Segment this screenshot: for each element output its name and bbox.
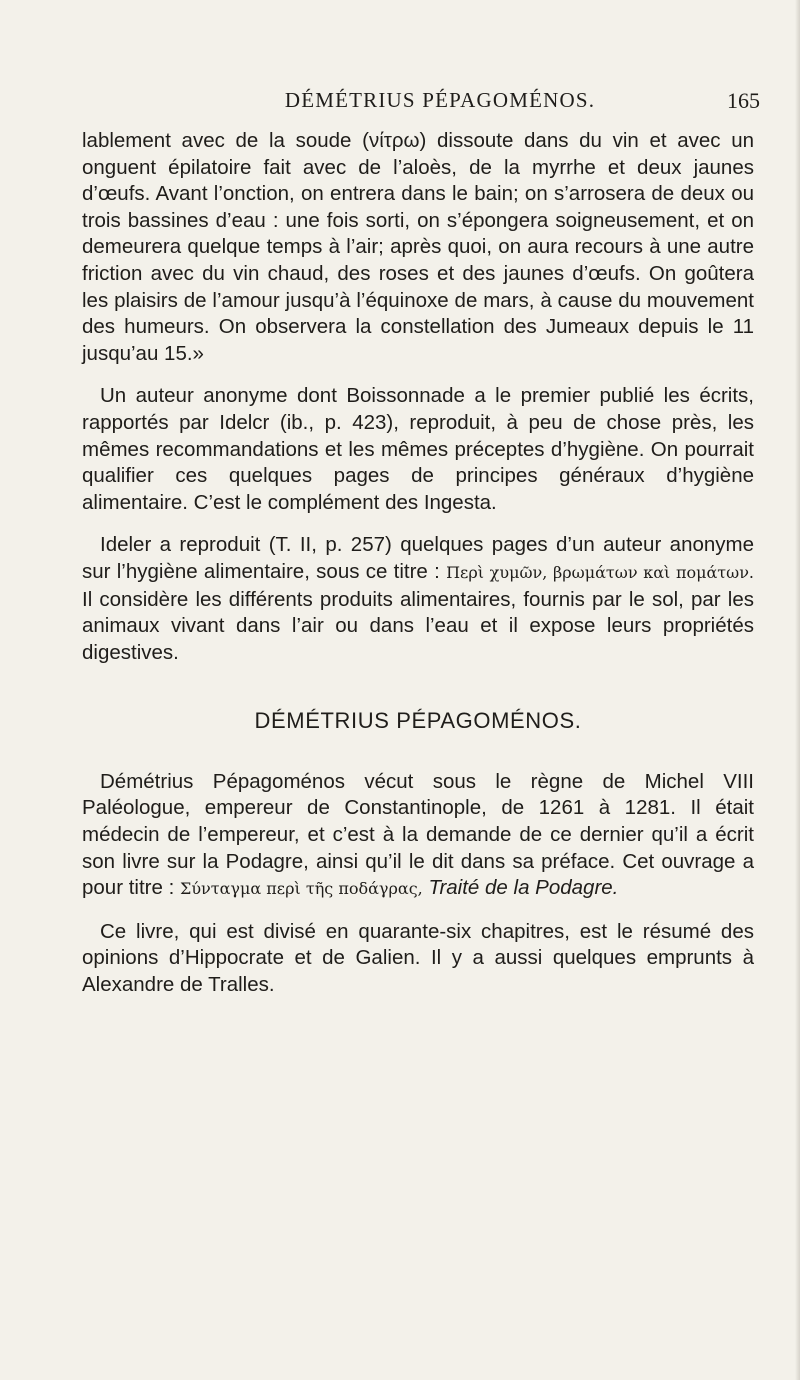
page-number: 165 — [727, 88, 760, 113]
paragraph-demetrius — [82, 769, 754, 903]
paragraph-demetrius-start: Démétrius Pépagoménos vécut sous le règne de Michel VIII Paléologue, empereur de Constantinople, de 1261 à 1281. Il était médecin de l’empereur, et c’est à la demande de ce dernier qu’il a écrit son livre sur la Podagre, ainsi qu’il le dit dans sa préface. Cet ouvrage a pour titre : — [82, 769, 754, 900]
section-heading: DÉMÉTRIUS PÉPAGOMÉNOS. — [254, 708, 582, 734]
paragraph-continuation: lablement avec de la soude (νίτρω) dissoute dans du vin et avec un onguent épilatoire fait avec de l’aloès, de la myrrhe et deux jaunes d’œufs. Avant l’onction, on entrera dans le bain; on s’arrosera de deux ou trois bassines d’eau : une fois sorti, on s’épongera soigneusement, et on demeurera quelque temps à l’air; après quoi, on aura recours à une autre friction avec du vin chaud, des roses et des jaunes d’œufs. On goûtera les plaisirs de l’amour jusqu’à l’équinoxe de mars, à cause du mouvement des humeurs. On observera la constellation des Jumeaux depuis le 11 jusqu’au 15.» — [82, 129, 754, 365]
page-edge-shadow — [795, 0, 800, 1380]
french-treatise-title: Traité de la Podagre. — [428, 876, 619, 900]
greek-title: Περὶ χυμῶν, βρωμάτων καὶ πομάτων. — [446, 562, 755, 582]
paragraph-book-summary: Ce livre, qui est divisé en quarante-six chapitres, est le résumé des opinions d’Hippocrate et de Galien. Il y a aussi quelques emprunts à Alexandre de Tralles. — [82, 919, 754, 997]
greek-treatise-title: Σύνταγμα περὶ τῆς ποδάγρας, — [180, 879, 423, 899]
running-title: DÉMÉTRIUS PÉPAGOMÉNOS. — [284, 88, 596, 112]
paragraph-ideler-start: Ideler a reproduit (T. II, p. 257) quelques pages d’un auteur anonyme sur l’hygiène alimentaire, sous ce titre : — [82, 533, 754, 583]
paragraph-ideler — [82, 532, 754, 666]
body-text — [82, 128, 754, 999]
running-head — [120, 88, 760, 118]
paragraph-ideler-end: Il considère les différents produits alimentaires, fournis par le sol, par les animaux vivant dans l’air ou dans l’eau et il expose leurs propriétés digestives. — [82, 587, 754, 664]
paragraph-anonymous-author: Un auteur anonyme dont Boissonnade a le premier publié les écrits, rapportés par Idelcr (ib., p. 423), reproduit, à peu de chose près, les mêmes recommandations et les mêmes préceptes d’hygiène. On pourrait qualifier ces quelques pages de principes généraux d’hygiène alimentaire. C’est le complément des Ingesta. — [82, 384, 754, 514]
